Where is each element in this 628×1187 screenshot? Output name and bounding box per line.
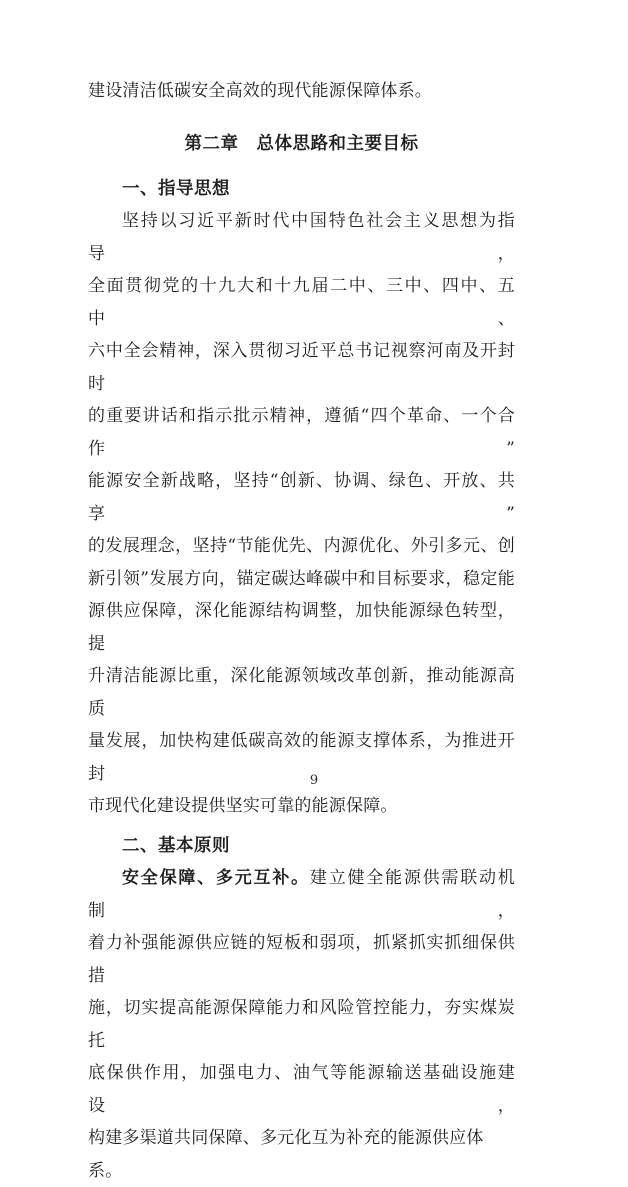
text-run: 新引领”发展方向，锚定碳达峰碳中和目标要求，稳定能 xyxy=(88,568,515,589)
text-line xyxy=(88,862,515,927)
text-line xyxy=(88,563,515,596)
text-line xyxy=(88,205,515,270)
text-run: 市现代化建设提供坚实可靠的能源保障。 xyxy=(88,796,398,816)
section-heading: 二、基本原则 xyxy=(122,835,230,856)
text-run: 源供应保障，深化能源结构调整，加快能源绿色转型，提 xyxy=(88,601,515,654)
text-run: 施，切实提高能源保障能力和风险管控能力，夯实煤炭托 xyxy=(88,998,515,1051)
section-heading: 一、指导思想 xyxy=(122,178,230,199)
text-line xyxy=(88,927,515,992)
text-run: 六中全会精神，深入贯彻习近平总书记视察河南及开封时 xyxy=(88,341,515,394)
page-number: 9 xyxy=(309,773,319,788)
text-run: 建设清洁低碳安全高效的现代能源保障体系。 xyxy=(88,81,432,101)
text-line xyxy=(88,1122,515,1187)
text-run: 坚持以习近平新时代中国特色社会主义思想为指导， xyxy=(88,211,515,264)
text-run: 全面贯彻党的十九大和十九届二中、三中、四中、五中、 xyxy=(88,276,515,329)
text-run: 升清洁能源比重，深化能源领域改革创新，推动能源高质 xyxy=(88,666,515,719)
text-line xyxy=(88,400,515,465)
text-line xyxy=(88,660,515,725)
text-run: 着力补强能源供应链的短板和弱项，抓紧抓实抓细保供措 xyxy=(88,933,515,986)
text-line xyxy=(88,75,515,108)
bold-run: 安全保障、多元互补。 xyxy=(122,868,310,888)
text-line xyxy=(88,595,515,660)
chapter-heading: 第二章 总体思路和主要目标 xyxy=(184,133,419,154)
text-run: 的发展理念，坚持“节能优先、内源优化、外引多元、创 xyxy=(88,536,515,556)
text-run: 底保供作用，加强电力、油气等能源输送基础设施建设， xyxy=(88,1063,515,1116)
text-line xyxy=(88,335,515,400)
text-line xyxy=(88,465,515,530)
text-run: 能源安全新战略，坚持“创新、协调、绿色、开放、共享” xyxy=(88,471,515,524)
text-line xyxy=(88,1057,515,1122)
text-line xyxy=(88,790,515,823)
text-line xyxy=(88,992,515,1057)
text-line xyxy=(88,270,515,335)
text-run: 的重要讲话和指示批示精神，遵循“四个革命、一个合作” xyxy=(88,406,515,459)
text-run: 建立健全能源供需联动机制， xyxy=(88,868,516,921)
document-body xyxy=(88,75,515,1187)
text-run: 构建多渠道共同保障、多元化互为补充的能源供应体系。 xyxy=(88,1128,484,1181)
text-line xyxy=(88,530,515,563)
text-run: 量发展，加快构建低碳高效的能源支撑体系，为推进开封 xyxy=(88,731,515,784)
